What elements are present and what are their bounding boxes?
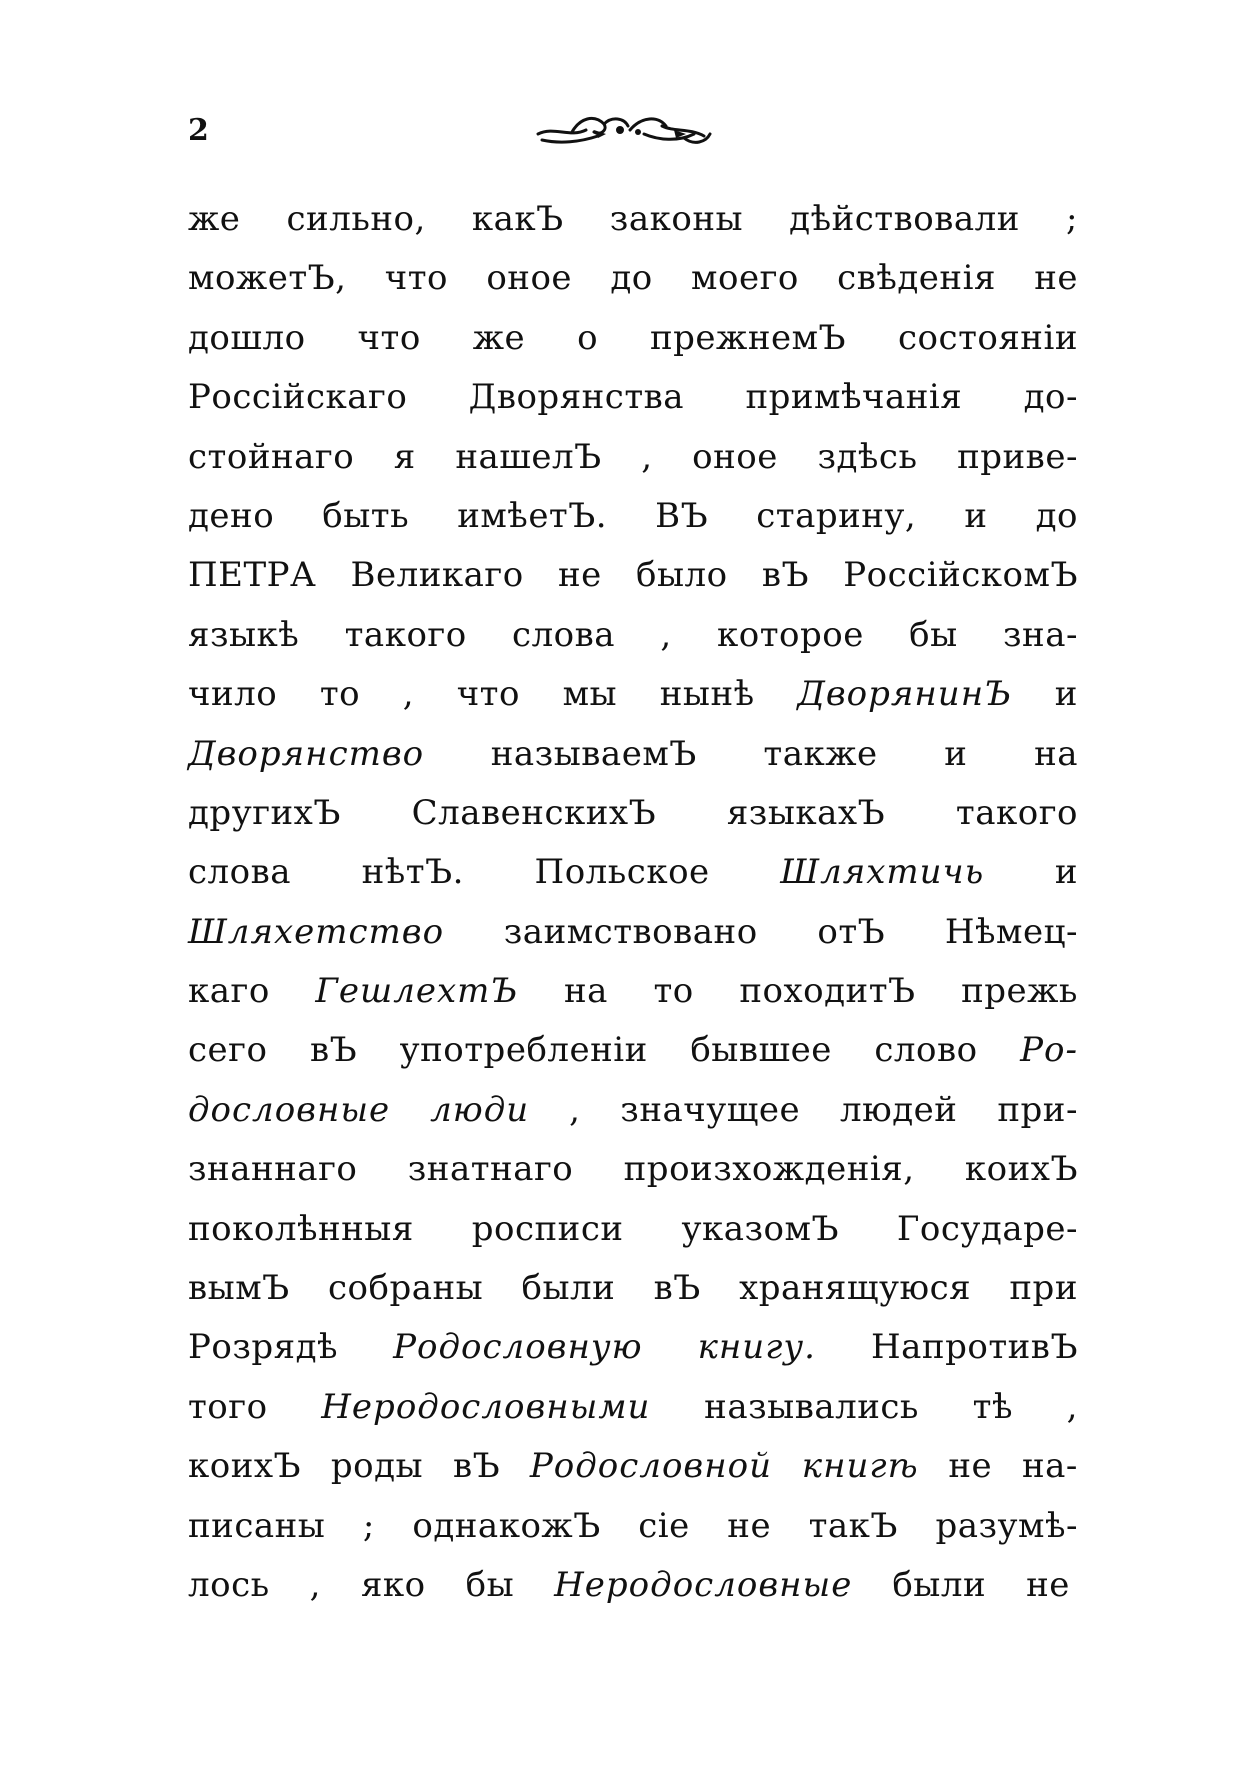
word: люди xyxy=(430,1089,530,1130)
word: сіе xyxy=(638,1505,690,1546)
word: росписи xyxy=(471,1208,624,1249)
word: другихЪ xyxy=(188,792,341,833)
text-line xyxy=(188,962,1078,1021)
page-number: 2 xyxy=(188,113,209,148)
word: нѣтЪ. xyxy=(361,852,464,893)
word: языкѣ xyxy=(188,614,300,655)
word: примѣчанія xyxy=(745,377,963,418)
word: ПЕТРА xyxy=(188,555,317,596)
word: , xyxy=(641,436,653,477)
word: писаны xyxy=(188,1505,326,1546)
word: , xyxy=(569,1089,581,1130)
word: дословные xyxy=(188,1089,391,1130)
text-line xyxy=(188,903,1078,962)
word: нынѣ xyxy=(659,674,755,715)
word: указомЪ xyxy=(681,1208,839,1249)
word: такого xyxy=(955,792,1078,833)
word: на xyxy=(563,971,608,1012)
word: сего xyxy=(188,1030,268,1071)
decorative-headpiece-ornament-icon xyxy=(534,108,714,150)
word: СлавенскихЪ xyxy=(411,792,657,833)
word: того xyxy=(188,1386,268,1427)
word: не xyxy=(727,1505,772,1546)
word: коихЪ xyxy=(188,1446,302,1487)
word: зна- xyxy=(1003,614,1078,655)
word: НапротивЪ xyxy=(871,1327,1078,1368)
word: , xyxy=(660,614,672,655)
word: Государе- xyxy=(896,1208,1078,1249)
word: можетЪ, xyxy=(188,258,347,299)
word: Неродословными xyxy=(321,1386,651,1427)
word: РоссійскомЪ xyxy=(843,555,1078,596)
word: оное xyxy=(486,258,573,299)
text-line xyxy=(188,1378,1078,1437)
word: не xyxy=(948,1446,993,1487)
word: и xyxy=(1054,852,1078,893)
word: ДворянинЪ xyxy=(797,674,1013,715)
word: имѣетЪ. xyxy=(457,495,608,536)
word: мы xyxy=(562,674,618,715)
word: бывшее xyxy=(690,1030,832,1071)
word: лось xyxy=(188,1564,270,1605)
word: собраны xyxy=(327,1268,484,1309)
word: при- xyxy=(997,1089,1078,1130)
word: употребленіи xyxy=(399,1030,648,1071)
text-line xyxy=(188,1556,1078,1615)
word: Россійскаго xyxy=(188,377,408,418)
text-line xyxy=(188,190,1078,249)
word: отЪ xyxy=(817,911,886,952)
word: приве- xyxy=(957,436,1078,477)
word: до- xyxy=(1023,377,1078,418)
word: яко xyxy=(360,1564,426,1605)
word: что xyxy=(357,317,421,358)
word: хранящуюся xyxy=(739,1268,972,1309)
word: которое xyxy=(717,614,864,655)
word: вЪ xyxy=(653,1268,701,1309)
text-line xyxy=(188,1021,1078,1080)
word: оное xyxy=(692,436,778,477)
text-line xyxy=(188,1259,1078,1318)
word: называемЪ xyxy=(490,733,697,774)
word: и xyxy=(944,733,968,774)
word: здѣсь xyxy=(817,436,918,477)
word: походитЪ xyxy=(739,971,916,1012)
word: стойнаго xyxy=(188,436,355,477)
word: были xyxy=(892,1564,987,1605)
word: состояніи xyxy=(898,317,1078,358)
text-line xyxy=(188,1318,1078,1377)
word: языкахЪ xyxy=(726,792,886,833)
word: до xyxy=(610,258,653,299)
word: такого xyxy=(344,614,467,655)
word: прежь xyxy=(961,971,1078,1012)
word: произхожденія, xyxy=(623,1149,915,1190)
text-line xyxy=(188,1140,1078,1199)
word: роды xyxy=(330,1446,424,1487)
word: дено xyxy=(188,495,275,536)
word: на- xyxy=(1022,1446,1078,1487)
word: тѣ xyxy=(972,1386,1013,1427)
word: Розрядѣ xyxy=(188,1327,339,1368)
text-line xyxy=(188,309,1078,368)
word: книгѣ xyxy=(801,1446,919,1487)
word: Польское xyxy=(534,852,710,893)
text-line xyxy=(188,843,1078,902)
word: Родословной xyxy=(529,1446,772,1487)
word: , xyxy=(402,674,415,715)
word: поколѣнныя xyxy=(188,1208,414,1249)
word: однакожЪ xyxy=(412,1505,601,1546)
text-line xyxy=(188,546,1078,605)
word: были xyxy=(521,1268,616,1309)
word: вЪ xyxy=(452,1446,501,1487)
word: , xyxy=(309,1564,321,1605)
word: каго xyxy=(188,971,270,1012)
word: Дворянство xyxy=(188,733,425,774)
text-line xyxy=(188,784,1078,843)
word: же xyxy=(472,317,526,358)
word: при xyxy=(1009,1268,1078,1309)
word: Неродословные xyxy=(554,1564,853,1605)
word: быть xyxy=(322,495,410,536)
word: я xyxy=(393,436,416,477)
word: дошло xyxy=(188,317,306,358)
text-line xyxy=(188,1437,1078,1496)
word: ; xyxy=(362,1505,375,1546)
body-text xyxy=(188,190,1078,1615)
word: и xyxy=(1054,674,1078,715)
word: законы xyxy=(609,199,744,239)
word: ; xyxy=(1066,199,1078,239)
word: ГешлехтЪ xyxy=(315,971,519,1012)
word: вЪ xyxy=(309,1030,358,1071)
word: свѣденія xyxy=(837,258,996,299)
word: слова xyxy=(188,852,292,893)
text-line xyxy=(188,368,1078,427)
word: слова xyxy=(512,614,616,655)
word: Дворянства xyxy=(468,377,685,418)
word: Шляхтичь xyxy=(780,852,985,893)
word: бы xyxy=(465,1564,515,1605)
word: назывались xyxy=(704,1386,919,1427)
text-line xyxy=(188,725,1078,784)
word: не xyxy=(557,555,602,596)
word: ВЪ xyxy=(655,495,709,536)
word: разумѣ- xyxy=(935,1505,1078,1546)
word: не xyxy=(1026,1564,1070,1605)
word: коихЪ xyxy=(964,1149,1078,1190)
word: до xyxy=(1035,495,1078,536)
text-line xyxy=(188,428,1078,487)
word: Нѣмец- xyxy=(944,911,1078,952)
word: дѣйствовали xyxy=(789,199,1020,239)
word: также xyxy=(763,733,878,774)
word: не xyxy=(1034,258,1078,299)
word: значущее xyxy=(620,1089,801,1130)
text-line xyxy=(188,487,1078,546)
word: Великаго xyxy=(350,555,524,596)
word: книгу. xyxy=(697,1327,816,1368)
word: о xyxy=(577,317,599,358)
word: какЪ xyxy=(471,199,564,239)
word: то xyxy=(319,674,361,715)
word: было xyxy=(636,555,728,596)
word: , xyxy=(1066,1386,1078,1427)
word: чило xyxy=(188,674,278,715)
text-line xyxy=(188,606,1078,665)
word: то xyxy=(653,971,694,1012)
text-line xyxy=(188,665,1078,724)
word: Ро- xyxy=(1020,1030,1078,1071)
word: же xyxy=(188,199,241,239)
word: знатнаго xyxy=(407,1149,574,1190)
text-line xyxy=(188,249,1078,308)
text-line xyxy=(188,1497,1078,1556)
word: старину, xyxy=(756,495,917,536)
word: вымЪ xyxy=(188,1268,290,1309)
word: нашелЪ xyxy=(455,436,602,477)
word: сильно, xyxy=(286,199,426,239)
word: вЪ xyxy=(761,555,810,596)
word: Родословную xyxy=(393,1327,643,1368)
word: слово xyxy=(874,1030,978,1071)
word: на xyxy=(1034,733,1078,774)
word: что xyxy=(384,258,449,299)
word: заимствовано xyxy=(503,911,758,952)
word: прежнемЪ xyxy=(650,317,847,358)
text-line xyxy=(188,1200,1078,1259)
word: знаннаго xyxy=(188,1149,358,1190)
text-line xyxy=(188,1081,1078,1140)
word: и xyxy=(964,495,988,536)
word: моего xyxy=(691,258,799,299)
word: людей xyxy=(840,1089,958,1130)
word: такЪ xyxy=(808,1505,898,1546)
word: Шляхетство xyxy=(188,911,445,952)
word: что xyxy=(456,674,520,715)
word: бы xyxy=(909,614,958,655)
